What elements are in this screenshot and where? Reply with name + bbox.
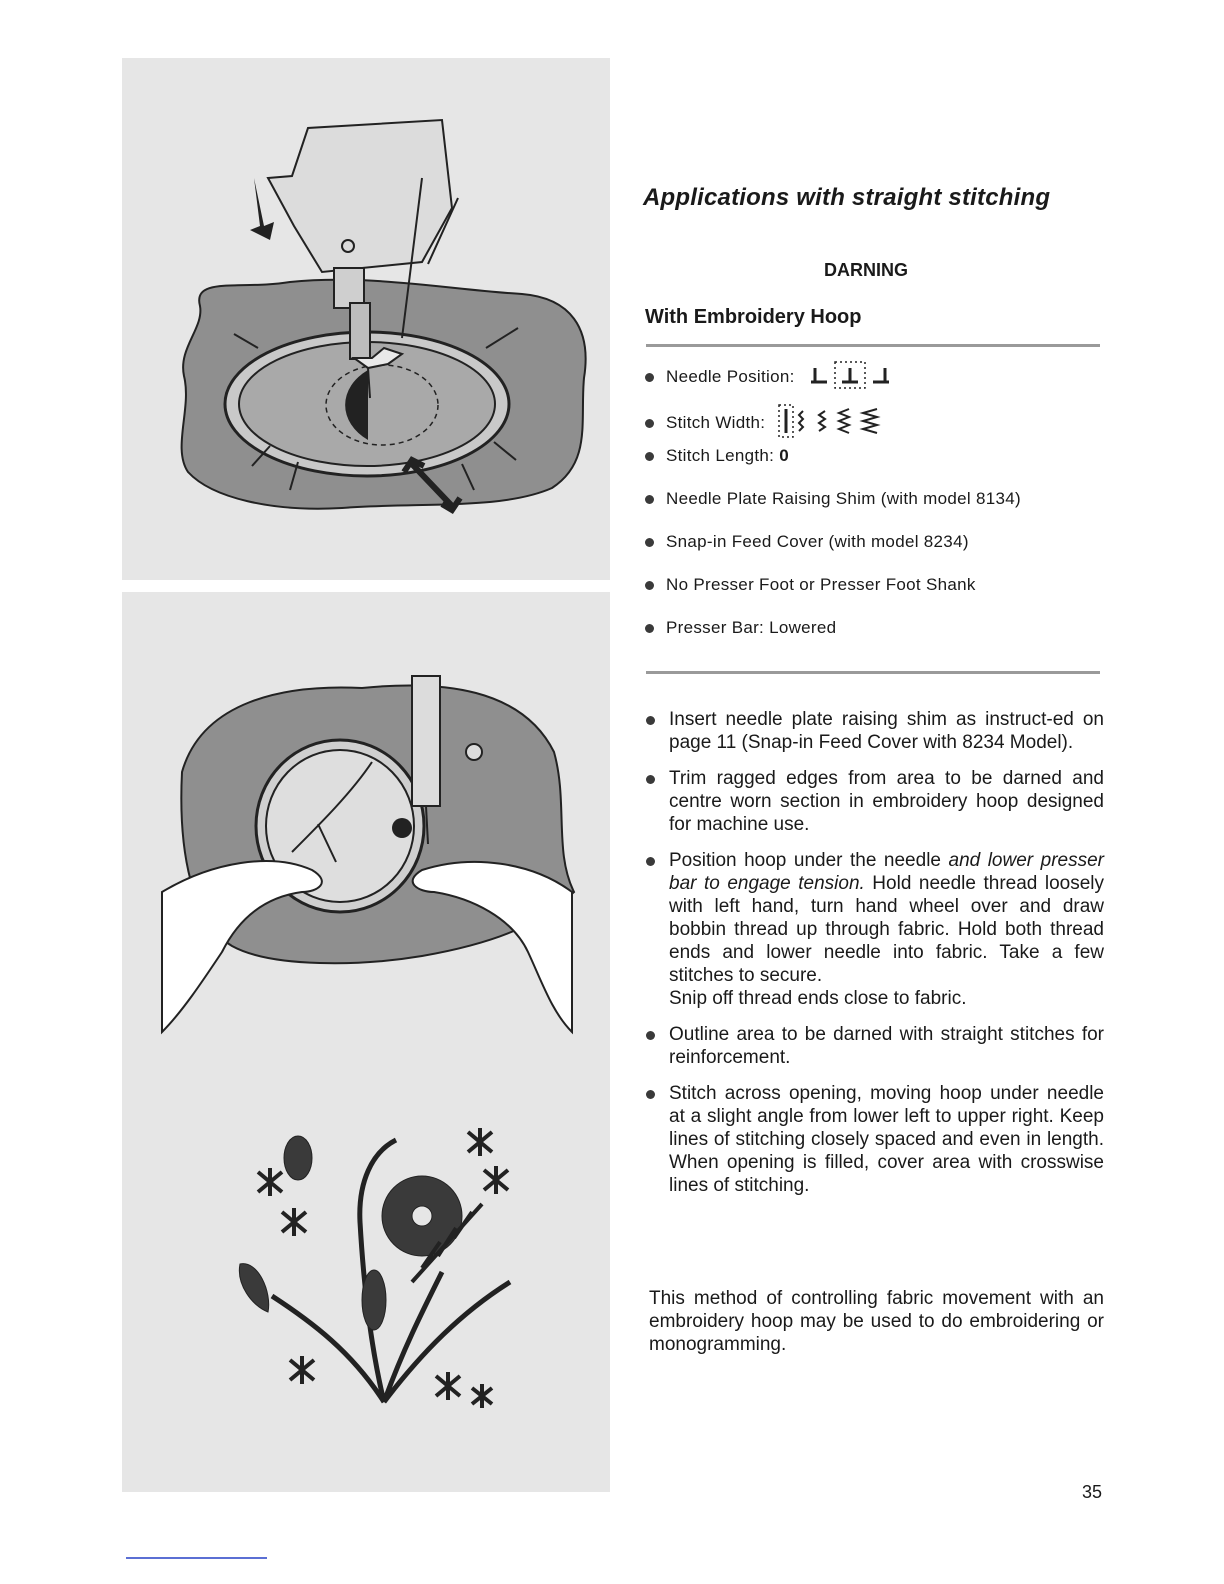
bullet-icon [646,775,655,784]
emphasis-text: and lower presser bar to engage tension. [669,850,1104,894]
hoop-embroidery-illustration-panel [122,592,610,1492]
setting-feed-cover: Snap-in Feed Cover (with model 8234) [645,532,1021,575]
page-number: 35 [1082,1482,1103,1502]
step-5: Stitch across opening, moving hoop under needle at a slight angle from lower left to upper right. Keep lines of stitching closely spaced and even in length. When opening is filled, cover area with crosswise lines of stitching. [646,1082,1104,1197]
needle-position-icons [805,360,897,395]
divider-bottom [646,671,1100,674]
rotation-arrow [250,178,274,240]
hands-hoop-and-floral-illustration [122,592,610,1492]
setting-needle-position: Needle Position: [645,360,1021,403]
bullet-icon [645,581,654,590]
bullet-icon [645,538,654,547]
setting-stitch-length: Stitch Length: 0 [645,446,1021,489]
bullet-icon [645,373,654,382]
subsection-title: With Embroidery Hoop [645,306,862,328]
section-title: Applications with straight stitching [643,184,1051,211]
stitch-width-icons [775,403,895,444]
floral-embroidery [239,1128,510,1408]
bullet-icon [646,1031,655,1040]
instruction-steps [646,708,1104,1210]
bullet-icon [645,624,654,633]
machine-settings-list [645,360,1021,661]
step-1: Insert needle plate raising shim as instruct-ed on page 11 (Snap-in Feed Cover with 8234 Model). [646,708,1104,754]
bullet-icon [646,857,655,866]
bullet-icon [645,452,654,461]
bullet-icon [645,419,654,428]
setting-stitch-width: Stitch Width: [645,403,1021,446]
step-4: Outline area to be darned with straight stitches for reinforcement. [646,1023,1104,1069]
darning-heading: DARNING [824,260,908,280]
setting-presser-foot: No Presser Foot or Presser Foot Shank [645,575,1021,618]
stitch-length-value: 0 [779,446,789,465]
edge-line [126,1557,267,1559]
darning-illustration-panel [122,58,610,580]
bullet-icon [645,495,654,504]
divider-top [646,344,1100,347]
sewing-machine-head [268,120,452,272]
closing-paragraph: This method of controlling fabric movement with an embroidery hoop may be used to do embroidering or monogramming. [649,1288,1104,1355]
darning-machine-hoop-illustration [122,58,610,580]
setting-presser-bar: Presser Bar: Lowered [645,618,1021,661]
snip-note: Snip off thread ends close to fabric. [669,988,967,1009]
bullet-icon [646,716,655,725]
step-2: Trim ragged edges from area to be darned and centre worn section in embroidery hoop designed for machine use. [646,767,1104,836]
bullet-icon [646,1090,655,1099]
setting-raising-shim: Needle Plate Raising Shim (with model 8134) [645,489,1021,532]
step-3: Position hoop under the needle and lower presser bar to engage tension. Hold needle thread loosely with left hand, turn hand wheel over and draw bobbin thread up through fabric. Hold both thread ends and lower needle into fabric. Take a few stitches to secure. Snip off thread ends close to fabric. [646,849,1104,1010]
